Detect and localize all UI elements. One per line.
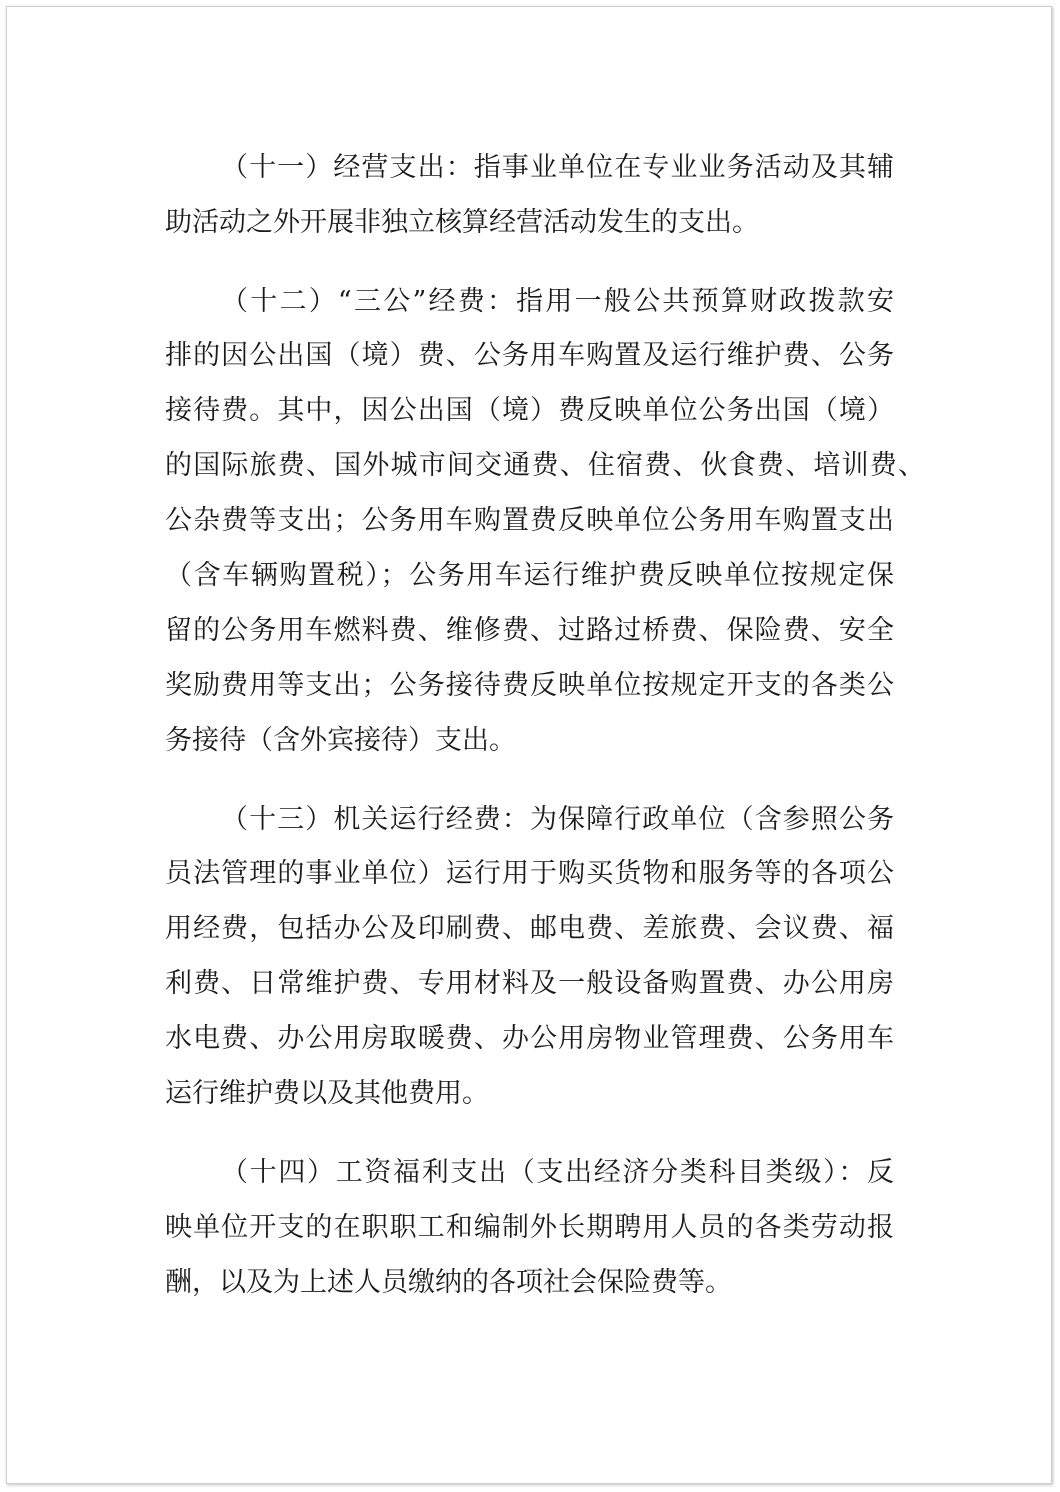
paragraph-line: 接待费。其中，因公出国（境）费反映单位公务出国（境）: [165, 395, 894, 426]
paragraph-line: 用经费，包括办公及印刷费、邮电费、差旅费、会议费、福: [165, 913, 894, 944]
paragraph-line: 奖励费用等支出；公务接待费反映单位按规定开支的各类公: [165, 670, 894, 701]
paragraph-line: （十四）工资福利支出（支出经济分类科目类级）：反: [221, 1157, 894, 1188]
paragraph-line: 水电费、办公用房取暖费、办公用房物业管理费、公务用车: [165, 1023, 894, 1054]
paragraph-line: （十二）“三公”经费：指用一般公共预算财政拨款安: [221, 286, 894, 317]
paragraph-line: 利费、日常维护费、专用材料及一般设备购置费、办公用房: [165, 968, 894, 999]
document-page: [6, 6, 1052, 1484]
paragraph-line: （含车辆购置税）；公务用车运行维护费反映单位按规定保: [165, 560, 894, 591]
paragraph-line: 酬，以及为上述人员缴纳的各项社会保险费等。: [165, 1267, 732, 1298]
paragraph-line: （十三）机关运行经费：为保障行政单位（含参照公务: [221, 804, 894, 835]
paragraph-line: 务接待（含外宾接待）支出。: [165, 725, 516, 756]
paragraph-line: 留的公务用车燃料费、维修费、过路过桥费、保险费、安全: [165, 615, 894, 646]
paragraph-line: 映单位开支的在职职工和编制外长期聘用人员的各类劳动报: [165, 1212, 894, 1243]
paragraph-line: 员法管理的事业单位）运行用于购买货物和服务等的各项公: [165, 858, 894, 889]
paragraph-line: 运行维护费以及其他费用。: [165, 1078, 489, 1109]
paragraph-line: （十一）经营支出：指事业单位在专业业务活动及其辅: [221, 152, 894, 183]
paragraph-line: 排的因公出国（境）费、公务用车购置及运行维护费、公务: [165, 340, 894, 371]
paragraph-line: 公杂费等支出；公务用车购置费反映单位公务用车购置支出: [165, 505, 894, 536]
paragraph-line: 的国际旅费、国外城市间交通费、住宿费、伙食费、培训费、: [165, 450, 925, 481]
paragraph-line: 助活动之外开展非独立核算经营活动发生的支出。: [165, 207, 759, 238]
